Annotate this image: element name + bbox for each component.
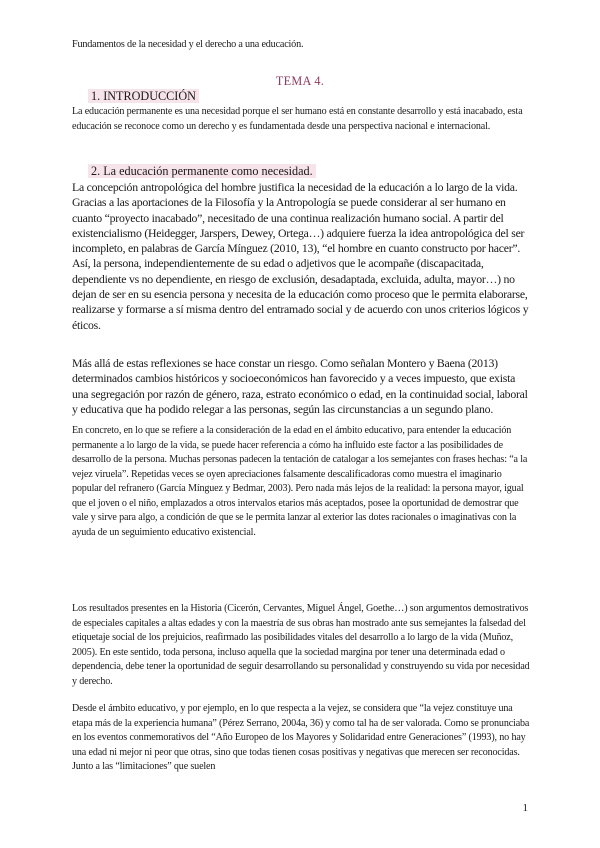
section-heading-introduccion: 1. INTRODUCCIÓN: [88, 89, 199, 103]
paragraph-riesgo-segregacion: Más allá de estas reflexiones se hace constar un riesgo. Como señalan Montero y Baena (2013) determinados cambios históricos y socioeconómicos han favorecido y a veces impuesto, que exista una segregación por razón de género, raza, estrato económico o edad, en la continuidad social, laboral y educativa que ha podido relegar a las personas, según las circunstancias a un segundo plano.: [72, 356, 528, 416]
paragraph-consideracion-edad: En concreto, en lo que se refiere a la consideración de la edad en el ámbito educativo, para entender la educación permanente a lo largo de la vida, se puede hacer referencia a cómo ha influido este factor a las posibilidades de desarrollo de la persona. Muchas personas padecen la tentación de catalogar a los semejantes con frases hechas: “a la vejez viruela”. Repetidas veces se oyen apreciaciones falsamente descalificadoras como muestra el imaginario popular del refranero (García Mínguez y Bedmar, 2003). Pero nada más lejos de la realidad: la persona mayor, igual que el joven o el niño, emplazados a otros intervalos etarios más aceptados, posee la oportunidad de demostrar que vale y sirve para algo, a condición de que se le permita lanzar al exterior las dotes racionales o imaginativas con la ayuda de un seguimiento educativo existencial.: [72, 425, 528, 538]
paragraph-ambito-educativo-vejez: Desde el ámbito educativo, y por ejemplo, en lo que respecta a la vejez, se considera que “la vejez constituye una etapa más de la experiencia humana” (Pérez Serrano, 2004a, 36) y como tal ha de ser valorada. Como se pronunciaba en los eventos conmemorativos del “Año Europeo de los Mayores y Solidaridad entre Generaciones” (1993), no hay una edad ni mejor ni peor que otras, sino que todas tienen cosas positivas y negativas que merecen ser reconocidas. Junto a las “limitaciones” que suelen: [72, 703, 530, 772]
page-number: 1: [522, 802, 528, 814]
paragraph-resultados-historia: Los resultados presentes en la Historia (Cicerón, Cervantes, Miguel Ángel, Goethe…) son argumentos demostrativos de especiales capitales a altas edades y con la maestría de sus obras han mostrado ante sus semejantes la falsedad del etiquetaje social de los prejuicios, reafirmado las posibilidades vitales del desarrollo a lo largo de la vida (Muñoz, 2005). En este sentido, toda persona, incluso aquella que la sociedad margina por tener una determinada edad o dependencia, debe tener la oportunidad de seguir desarrollando su personalidad y construyendo su vida por necesidad y derecho.: [72, 603, 530, 687]
running-header: Fundamentos de la necesidad y el derecho a una educación.: [72, 39, 304, 50]
paragraph-concepcion-antropologica: La concepción antropológica del hombre justifica la necesidad de la educación a lo largo de la vida. Gracias a las aportaciones de la Filosofía y la Antropología se puede considerar al ser humano en cuanto “proyecto inacabado”, necesitado de una continua realización humano social. A partir del existencialismo (Heidegger, Jarspers, Dewey, Ortega…) adquiere fuerza la idea antropológica del ser incompleto, en palabras de García Mínguez (2010, 13), “el hombre en cuanto constructo por hacer”. Así, la persona, independientemente de su edad o adjetivos que le acompañe (discapacitada, dependiente vs no dependiente, en riesgo de exclusión, desadaptada, excluida, adulta, mayor…) no dejan de ser en su esencia persona y necesita de la educación como proceso que le permita elaborarse, realizarse y formarse a sí misma dentro del entramado social y de acuerdo con unos criterios lógicos y éticos.: [72, 180, 529, 332]
section-heading-necesidad: 2. La educación permanente como necesidad.: [88, 164, 316, 178]
paragraph-introduccion: La educación permanente es una necesidad porque el ser humano está en constante desarrollo y está inacabado, esta educación se reconoce como un derecho y es fundamentada desde una perspectiva nacional e internacional.: [72, 106, 523, 132]
tema-title: TEMA 4.: [275, 74, 325, 88]
